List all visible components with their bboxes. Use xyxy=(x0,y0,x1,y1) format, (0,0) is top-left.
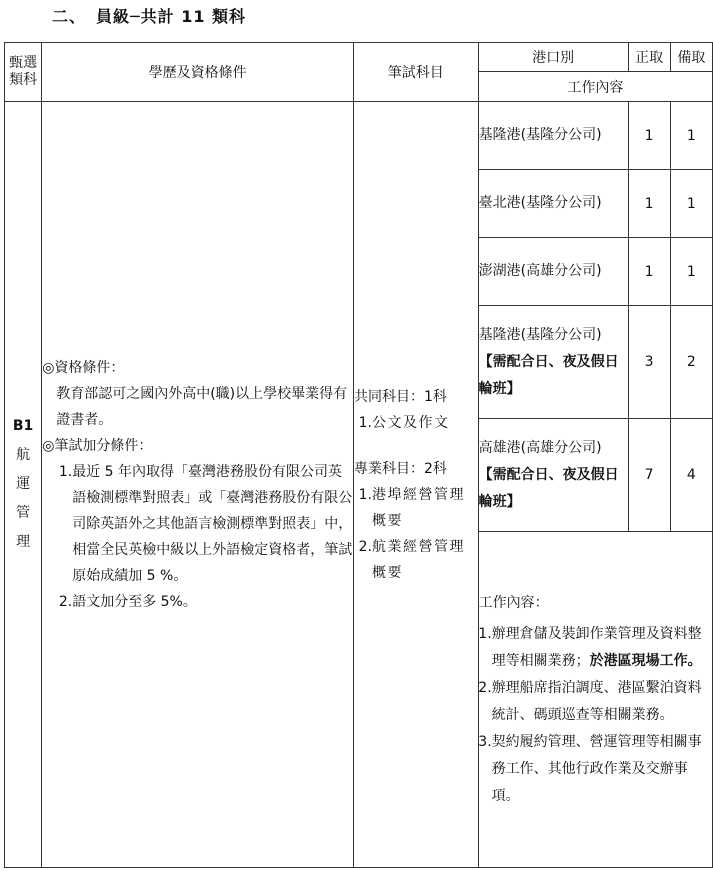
duty-item xyxy=(492,729,712,810)
qualification-cond-text: 教育部認可之國內外高中(職)以上學校畢業得有證書者。 xyxy=(56,385,348,428)
category-char: 航 xyxy=(16,447,31,463)
shift-note: 【需配合日、夜及假日輪班】 xyxy=(478,466,619,510)
qualification-cond-title: ◎資格條件： xyxy=(42,359,125,376)
duties-cell xyxy=(478,532,712,868)
category-char: 管 xyxy=(16,505,31,521)
exam-subject xyxy=(372,534,478,586)
shift-note: 【需配合日、夜及假日輪班】 xyxy=(478,353,619,397)
exam-subject xyxy=(372,410,478,436)
admit-count: 7 xyxy=(628,419,670,532)
bonus-list xyxy=(42,459,353,615)
header-exam-subjects: 筆試科目 xyxy=(353,43,478,102)
recruitment-table xyxy=(4,42,713,868)
exam-subject xyxy=(372,482,478,534)
port-name: 澎湖港(高雄分公司) xyxy=(478,238,628,306)
duties-title: 工作內容： xyxy=(478,594,549,611)
duty-item xyxy=(492,621,712,675)
header-port: 港口別 xyxy=(478,43,628,72)
header-category: 甄選類科 xyxy=(5,43,42,102)
duty-text-bold: 於港區現場工作。 xyxy=(589,652,702,669)
category-char: 運 xyxy=(16,476,31,492)
admit-count: 1 xyxy=(628,102,670,170)
qualification-cell xyxy=(42,102,354,868)
section-title xyxy=(52,4,246,27)
admit-count: 1 xyxy=(628,170,670,238)
exam-specialized-list xyxy=(354,482,478,586)
reserve-count: 4 xyxy=(670,419,712,532)
exam-cell xyxy=(353,102,478,868)
exam-common-title: 共同科目：1科 xyxy=(353,388,447,405)
exam-subject-text: 公文及作文 xyxy=(371,414,450,431)
reserve-count: 1 xyxy=(670,238,712,306)
reserve-count: 1 xyxy=(670,170,712,238)
reserve-count: 2 xyxy=(670,306,712,419)
admit-count: 3 xyxy=(628,306,670,419)
exam-specialized-title: 專業科目：2科 xyxy=(353,460,447,477)
category-cell xyxy=(5,102,42,868)
port-name: 基隆港(基隆分公司) xyxy=(478,326,602,343)
admit-count: 1 xyxy=(628,238,670,306)
port-name: 高雄港(高雄分公司) xyxy=(478,439,602,456)
section-number: 二、 xyxy=(52,7,87,26)
duty-text: 辦理船席指泊調度、港區繫泊資料統計、碼頭巡查等相關業務。 xyxy=(491,679,702,723)
duties-list xyxy=(479,621,712,810)
port-cell xyxy=(478,419,628,532)
port-name: 臺北港(基隆分公司) xyxy=(478,170,628,238)
header-qualification: 學歷及資格條件 xyxy=(42,43,354,102)
port-cell xyxy=(478,306,628,419)
category-code: B1 xyxy=(12,418,34,434)
duty-text: 契約履約管理、營運管理等相關事務工作、其他行政作業及交辦事項。 xyxy=(491,733,702,804)
bonus-item: 1. 最近 5 年內取得「臺灣港務股份有限公司英語檢測標準對照表」或「臺灣港務股份有限公司除英語外之其他語言檢測標準對照表」中，相當全民英檢中級以上外語檢定資格者，筆試原始成績加 5 %。 xyxy=(72,459,353,589)
header-admit: 正取 xyxy=(628,43,670,72)
section-title-text: 員級─共計 11 類科 xyxy=(96,7,247,26)
port-name: 基隆港(基隆分公司) xyxy=(478,102,628,170)
duty-text: 辦理倉儲及裝卸作業管理及資料整理等相關業務； xyxy=(491,625,702,669)
duty-item xyxy=(492,675,712,729)
bonus-item: 2. 語文加分至多 5%。 xyxy=(72,589,353,615)
header-reserve: 備取 xyxy=(670,43,712,72)
category-char: 理 xyxy=(16,534,31,550)
exam-subject-text: 航業經營管理概要 xyxy=(371,538,465,581)
reserve-count: 1 xyxy=(670,102,712,170)
exam-subject-text: 港埠經營管理概要 xyxy=(371,486,465,529)
header-duties: 工作內容 xyxy=(478,72,712,102)
qualification-bonus-title: ◎筆試加分條件： xyxy=(42,437,153,454)
exam-common-list xyxy=(354,410,478,436)
